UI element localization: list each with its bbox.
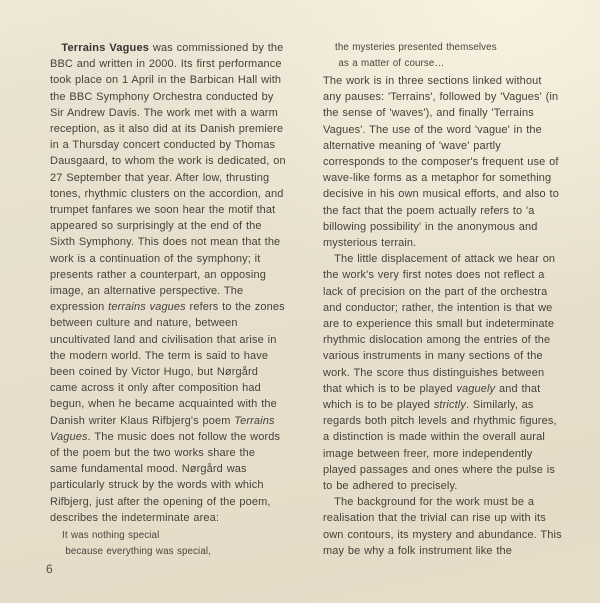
text-line: own contours, its mystery and abundance. This (323, 528, 562, 541)
text-line: tones, rhythmic clusters on the accordion, and (50, 187, 284, 200)
text-line: in a Thursday concert conducted by Thomas (50, 139, 276, 152)
text-line: wave-like forms as a metaphor for something (323, 172, 552, 185)
text-line: image between freer, more independently (323, 447, 533, 460)
text-line: realisation that the trivial can rise up with its (323, 512, 546, 525)
text-line: various instruments in many sections of the (323, 350, 543, 363)
text-line: the BBC Symphony Orchestra conducted by (50, 90, 274, 103)
text-columns (50, 40, 586, 560)
text-line: Sixth Symphony. This does not mean that the (50, 236, 281, 249)
text-line: that which is to be played vaguely and that (323, 382, 541, 395)
text-line: played passages and ones where the pulse is (323, 463, 555, 476)
text-line: Vagues. The music does not follow the words (50, 430, 281, 443)
text-line: image, an alternative perspective. The (50, 285, 244, 298)
text-line: Vagues'. The use of the word 'vague' in the (323, 123, 542, 136)
text-line: The little displacement of attack we hear on (323, 253, 556, 266)
text-line: Dausgaard, to whom the work is dedicated, on (50, 155, 286, 168)
text-line: lack of precision on the part of the orchestra (323, 285, 548, 298)
text-line: as a matter of course… (335, 58, 445, 69)
text-line: The work is in three sections linked without (323, 75, 542, 87)
text-line: appeared so surprisingly at the end of the (50, 220, 262, 233)
text-line: any pauses: 'Terrains', followed by 'Vagues' (in (323, 91, 559, 104)
text-line: the modern world. The term is said to have (50, 349, 269, 362)
text-line: because everything was special, (62, 546, 211, 558)
left-column-poem-quote (50, 528, 303, 560)
text-line: presents rather a counterpart, an opposing (50, 268, 266, 281)
text-line: rhythmic dislocation among the entries of the (323, 334, 551, 347)
text-line: been coined by Victor Hugo, but Nørgård (50, 366, 259, 379)
text-line: Sir Andrew Davis. The work met with a warm (50, 106, 278, 119)
text-line: trumpet fanfares we soon hear the motif that (50, 204, 276, 217)
text-line: decisive in his own musical efforts, and also to (323, 188, 559, 201)
text-line: corresponds to the composer's frequent use of (323, 156, 559, 169)
right-column-poem-quote (323, 40, 586, 72)
text-line: to be adhered to precisely. (323, 480, 458, 493)
left-column-text (50, 40, 303, 526)
text-line: work. The score thus distinguishes between (323, 366, 545, 379)
text-line: reception, as it also did at its Danish premiere (50, 123, 284, 136)
text-line: 27 September that year. After low, thrusting (50, 171, 270, 184)
text-line: the fact that the poem actually refers to 'a (323, 204, 535, 217)
right-column-text (323, 73, 586, 559)
text-line: begun, when he became acquainted with the (50, 398, 277, 411)
text-line: took place on 1 April in the Barbican Hall with (50, 74, 282, 87)
text-line: alternative meaning of 'wave' partly (323, 139, 501, 152)
right-column (323, 40, 586, 560)
text-line: a distinction is made within the overall aural (323, 431, 545, 444)
text-line: billowing possibility' in the anonymous and (323, 220, 538, 233)
text-line: the mysteries presented themselves (335, 42, 497, 53)
text-line: the work's very first notes does not reflect a (323, 269, 545, 282)
text-line: which is to be played strictly. Similarly, as (323, 399, 534, 412)
text-line: expression terrains vagues refers to the zones (50, 301, 285, 314)
left-column (50, 40, 303, 560)
text-line: are to experience this small but indeterminate (323, 318, 555, 331)
text-line: Rifbjerg, just after the opening of the poem, (50, 495, 271, 508)
text-line: It was nothing special (62, 530, 160, 542)
text-line: work is a continuation of the symphony; it (50, 252, 261, 265)
page-number: 6 (46, 562, 53, 576)
text-line: particularly struck by the words with which (50, 479, 264, 492)
text-line: of the poem but the two works share the (50, 447, 256, 460)
text-line: mysterious terrain. (323, 237, 417, 250)
text-line: describes the indeterminate area: (50, 511, 220, 524)
text-line: Terrains Vagues was commissioned by the (61, 42, 284, 54)
text-line: same fundamental mood. Nørgård was (50, 463, 247, 476)
text-line: may be why a folk instrument like the (323, 544, 512, 557)
text-line: and conductor; rather, the intention is that we (323, 301, 553, 314)
text-line: regards both pitch levels and rhythmic figures, (323, 415, 557, 428)
text-line: BBC and written in 2000. Its first performance (50, 58, 282, 71)
text-line: the sense of 'waves'), and finally 'Terrains (323, 107, 534, 120)
text-line: Danish writer Klaus Rifbjerg's poem Terrains (50, 414, 275, 427)
text-line: between culture and nature, between (50, 317, 238, 330)
text-line: came across it only after composition had (50, 382, 261, 395)
text-line: uncultivated land and civilisation that arise in (50, 333, 277, 346)
text-line: The background for the work must be a (323, 496, 535, 509)
